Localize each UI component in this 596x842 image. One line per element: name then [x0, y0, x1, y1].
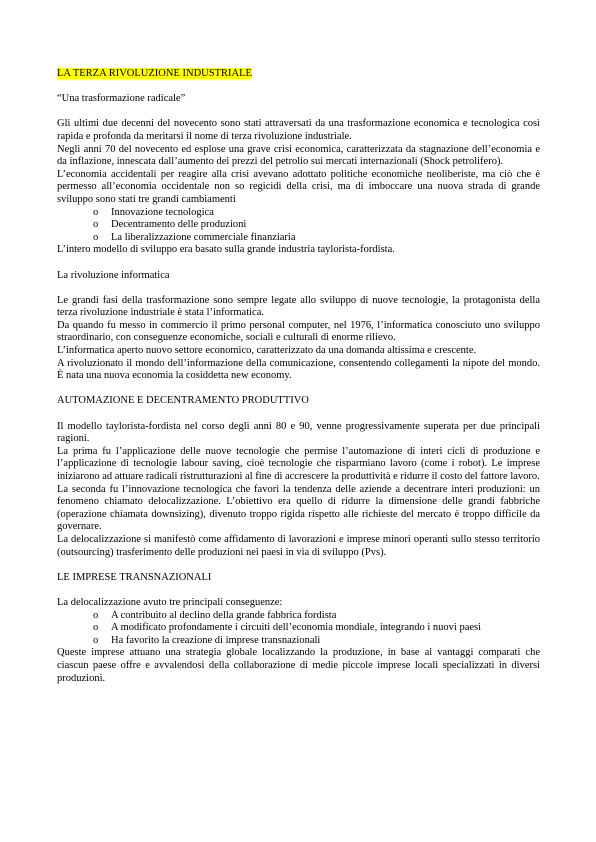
list-item [93, 635, 540, 648]
bullet-icon: o [93, 231, 99, 243]
transnazionali-closing: Queste imprese attuano una strategia globale localizzando la produzione, in base ai vantaggi comparati che ciascun paese offre e avvalendosi della collaborazione di medie piccole imprese locali specializzati in diversi produzioni. [57, 647, 540, 684]
automazione-paragraph: Il modello taylorista-fordista nel corso degli anni 80 e 90, venne progressivamente superata per due principali ragioni. [57, 420, 540, 445]
list-item-text: Ha favorito la creazione di imprese transnazionali [111, 634, 321, 646]
changes-list [57, 207, 540, 245]
list-item [93, 207, 540, 220]
section-heading-transnazionali: LE IMPRESE TRANSNAZIONALI [57, 571, 212, 583]
list-item [93, 622, 540, 635]
bullet-icon: o [93, 206, 99, 218]
document-subtitle: “Una trasformazione radicale” [57, 93, 186, 105]
document-title [57, 68, 540, 81]
list-item-text: A contribuito al declino della grande fabbrica fordista [111, 609, 337, 621]
informatica-paragraph: Le grandi fasi della trasformazione sono sempre legate allo sviluppo di nuove tecnologie, la protagonista della terza rivoluzione industriale è stata l’informatica. [57, 294, 540, 319]
bullet-icon: o [93, 634, 99, 646]
intro-paragraph: Gli ultimi due decenni del novecento sono stati attraversati da una trasformazione economica e tecnologica così rapida e profonda da meritarsi il nome di terza rivoluzione industriale. [57, 118, 540, 142]
transnazionali-lead: La delocalizzazione avuto tre principali conseguenze: [57, 596, 283, 608]
automazione-paragraph: La delocalizzazione si manifestò come affidamento di lavorazioni e imprese minori operanti sullo stesso territorio (outsourcing) trasferimento delle produzioni nei paesi in via di sviluppo (Pvs). [57, 533, 540, 558]
informatica-paragraph: L’informatica aperto nuovo settore economico, caratterizzato da una domanda altissima e crescente. [57, 345, 477, 357]
list-item-text: Decentramento delle produzioni [111, 219, 247, 231]
section-heading-automazione: AUTOMAZIONE E DECENTRAMENTO PRODUTTIVO [57, 395, 309, 407]
section-heading-informatica: La rivoluzione informatica [57, 269, 170, 281]
bullet-icon: o [93, 609, 99, 621]
document-page [57, 68, 540, 685]
informatica-paragraph: Da quando fu messo in commercio il primo personal computer, nel 1976, l’informatica conosciuto uno sviluppo straordinario, con conseguenze economiche, sociali e culturali di enorme rilievo. [57, 319, 540, 344]
list-item-text: A modificato profondamente i circuiti dell’economia mondiale, integrando i nuovi paesi [111, 622, 482, 634]
list-item [93, 219, 540, 232]
list-item-text: Innovazione tecnologica [111, 206, 214, 218]
automazione-paragraph: La prima fu l’applicazione delle nuove tecnologie che permise l’automazione di interi cicli di produzione e l’applicazione di tecnologie labour saving, cioè tecnologie che risparmiano lavoro (come i robot). Le imprese iniziarono ad attuare radicali ristrutturazioni al fine di accrescere la produttività e ridurre il costo del fattore lavoro. [57, 445, 540, 482]
intro-paragraph: Negli anni 70 del novecento ed esplose una grave crisi economica, caratterizzata da stagnazione dell’economia e da inflazione, innescata dall’aumento dei prezzi del petrolio sui mercati internazionali (Shock petrolifero). [57, 143, 540, 168]
list-item-text: La liberalizzazione commerciale finanziaria [111, 231, 296, 243]
intro-paragraph: L’economia accidentali per reagire alla crisi avevano adottato politiche economiche neoliberiste, ma ciò che è permesso all’economia occidentale non so regicidi della crisi, ma di imboccare una nuova strada di grande sviluppo sono stati tre grandi cambiamenti [57, 168, 540, 205]
automazione-paragraph: La seconda fu l’innovazione tecnologica che favorì la tendenza delle aziende a decentrare interi produzioni: un fenomeno chiamato delocalizzazione. L’obiettivo era quello di ridurre la dimensione delle grandi fabbriche (operazione chiamata downsizing), divenuto troppo rigida rispetto alle richieste del mercato è troppo difficile da governare. [57, 483, 540, 533]
title-highlight: LA TERZA RIVOLUZIONE INDUSTRIALE [57, 68, 252, 79]
bullet-icon: o [93, 219, 99, 231]
consequences-list [57, 610, 540, 648]
list-item [93, 232, 540, 245]
bullet-icon: o [93, 622, 99, 634]
list-item [93, 610, 540, 623]
informatica-paragraph: A rivoluzionato il mondo dell’informazione della comunicazione, consentendo collegamenti la nipote del mondo. È nata una nuova economia la cosiddetta new economy. [57, 357, 540, 382]
intro-closing: L’intero modello di sviluppo era basato sulla grande industria taylorista-fordista. [57, 244, 395, 256]
